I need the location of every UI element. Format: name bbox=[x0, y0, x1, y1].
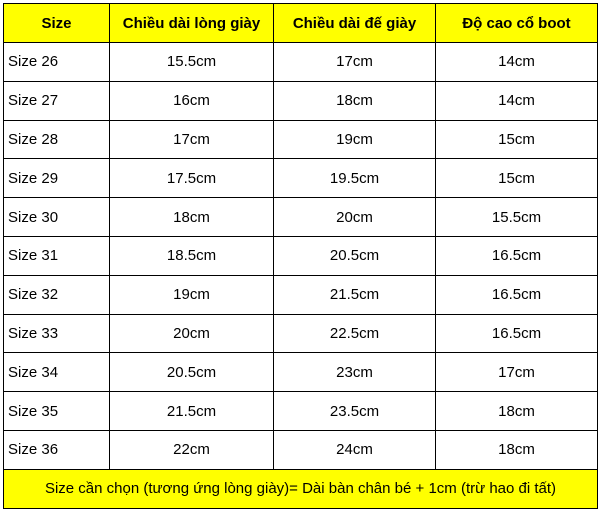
boot-height-cell: 16.5cm bbox=[436, 236, 598, 275]
boot-height-cell: 15.5cm bbox=[436, 198, 598, 237]
size-cell: Size 28 bbox=[4, 120, 110, 159]
insole-length-cell: 22cm bbox=[110, 430, 274, 469]
size-chart bbox=[3, 3, 597, 509]
header-boot-height: Độ cao cổ boot bbox=[436, 4, 598, 43]
insole-length-cell: 16cm bbox=[110, 81, 274, 120]
boot-height-cell: 15cm bbox=[436, 159, 598, 198]
insole-length-cell: 18.5cm bbox=[110, 236, 274, 275]
size-cell: Size 32 bbox=[4, 275, 110, 314]
sole-length-cell: 17cm bbox=[274, 43, 436, 82]
size-cell: Size 27 bbox=[4, 81, 110, 120]
table-row bbox=[4, 159, 598, 198]
sole-length-cell: 23cm bbox=[274, 353, 436, 392]
sole-length-cell: 23.5cm bbox=[274, 392, 436, 431]
sole-length-cell: 19cm bbox=[274, 120, 436, 159]
boot-height-cell: 18cm bbox=[436, 392, 598, 431]
sole-length-cell: 18cm bbox=[274, 81, 436, 120]
insole-length-cell: 17.5cm bbox=[110, 159, 274, 198]
sole-length-cell: 19.5cm bbox=[274, 159, 436, 198]
sole-length-cell: 24cm bbox=[274, 430, 436, 469]
size-table bbox=[3, 3, 598, 509]
table-row bbox=[4, 314, 598, 353]
size-cell: Size 31 bbox=[4, 236, 110, 275]
table-row bbox=[4, 392, 598, 431]
insole-length-cell: 15.5cm bbox=[110, 43, 274, 82]
table-row bbox=[4, 198, 598, 237]
size-cell: Size 30 bbox=[4, 198, 110, 237]
header-row bbox=[4, 4, 598, 43]
header-size: Size bbox=[4, 4, 110, 43]
size-cell: Size 35 bbox=[4, 392, 110, 431]
size-cell: Size 33 bbox=[4, 314, 110, 353]
table-row bbox=[4, 81, 598, 120]
insole-length-cell: 19cm bbox=[110, 275, 274, 314]
boot-height-cell: 14cm bbox=[436, 43, 598, 82]
size-cell: Size 26 bbox=[4, 43, 110, 82]
sole-length-cell: 22.5cm bbox=[274, 314, 436, 353]
size-cell: Size 29 bbox=[4, 159, 110, 198]
table-row bbox=[4, 120, 598, 159]
insole-length-cell: 17cm bbox=[110, 120, 274, 159]
insole-length-cell: 20cm bbox=[110, 314, 274, 353]
insole-length-cell: 18cm bbox=[110, 198, 274, 237]
table-row bbox=[4, 353, 598, 392]
boot-height-cell: 17cm bbox=[436, 353, 598, 392]
boot-height-cell: 18cm bbox=[436, 430, 598, 469]
boot-height-cell: 16.5cm bbox=[436, 275, 598, 314]
header-insole-length: Chiều dài lòng giày bbox=[110, 4, 274, 43]
table-body bbox=[4, 43, 598, 470]
sole-length-cell: 21.5cm bbox=[274, 275, 436, 314]
header-sole-length: Chiều dài đế giày bbox=[274, 4, 436, 43]
boot-height-cell: 16.5cm bbox=[436, 314, 598, 353]
size-cell: Size 34 bbox=[4, 353, 110, 392]
table-row bbox=[4, 43, 598, 82]
boot-height-cell: 14cm bbox=[436, 81, 598, 120]
sole-length-cell: 20cm bbox=[274, 198, 436, 237]
size-cell: Size 36 bbox=[4, 430, 110, 469]
footer-note: Size cần chọn (tương ứng lòng giày)= Dài bàn chân bé + 1cm (trừ hao đi tất) bbox=[4, 469, 598, 508]
table-row bbox=[4, 236, 598, 275]
boot-height-cell: 15cm bbox=[436, 120, 598, 159]
table-row bbox=[4, 430, 598, 469]
footer-row bbox=[4, 469, 598, 508]
insole-length-cell: 21.5cm bbox=[110, 392, 274, 431]
sole-length-cell: 20.5cm bbox=[274, 236, 436, 275]
table-row bbox=[4, 275, 598, 314]
insole-length-cell: 20.5cm bbox=[110, 353, 274, 392]
